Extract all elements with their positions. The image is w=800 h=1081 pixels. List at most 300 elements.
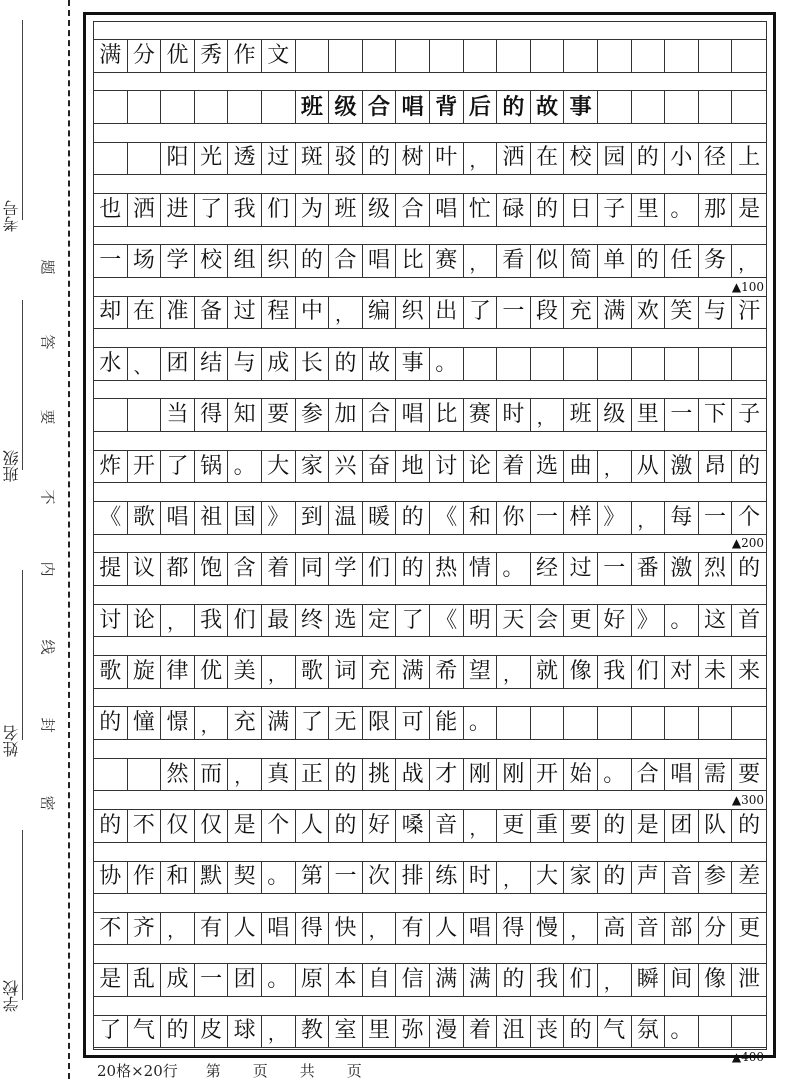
grid-cell: 组: [228, 245, 262, 277]
seal-warning-char: 线: [40, 637, 56, 656]
grid-cell: 学: [161, 245, 195, 277]
grid-row-cells: [94, 501, 766, 535]
grid-row-cells: [94, 90, 766, 124]
grid-cell: 》: [632, 605, 666, 637]
grid-cell: 着: [262, 553, 296, 585]
grid-cell: 国: [228, 502, 262, 534]
grid-cell: 有: [396, 913, 430, 945]
grid-cell: 班: [296, 91, 330, 123]
grid-cell: [732, 91, 766, 123]
grid-cell: 高: [598, 913, 632, 945]
grid-cell: 像: [564, 656, 598, 688]
grid-cell: 暖: [363, 502, 397, 534]
grid-cell: 那: [699, 194, 733, 226]
grid-cell: 论: [128, 605, 162, 637]
grid-cell: 开: [128, 451, 162, 483]
grid-cell: 乱: [128, 964, 162, 996]
grid-cell: 更: [738, 915, 761, 941]
grid-cell: ，: [195, 707, 229, 739]
grid-cell: 的: [598, 862, 632, 894]
grid-row: [94, 689, 766, 740]
grid-cell: 得: [195, 399, 229, 431]
grid-cell: 无: [329, 707, 363, 739]
grid-cell: 似: [531, 245, 565, 277]
grid-cell: 家: [564, 862, 598, 894]
grid-row: [94, 535, 766, 586]
grid-cell: 的: [396, 502, 430, 534]
grid-cell: 一: [531, 502, 565, 534]
grid-cell: 能: [430, 707, 464, 739]
grid-cell: 你: [497, 502, 531, 534]
grid-cell: 唱: [161, 502, 195, 534]
grid-cell: 了: [161, 451, 195, 483]
grid-cell: 当: [161, 399, 195, 431]
grid-cell: [497, 40, 531, 72]
field-underline[interactable]: [22, 570, 23, 740]
grid-cell: 团: [665, 810, 699, 842]
grid-cell: 长: [296, 348, 330, 380]
grid-cell: 。: [262, 964, 296, 996]
grid-cell: [497, 707, 531, 739]
grid-cell: 更: [564, 605, 598, 637]
grid-cell: 驳: [329, 143, 363, 175]
grid-row: [94, 895, 766, 946]
grid-cell: 唱: [396, 399, 430, 431]
word-count-marker: ▲200: [731, 536, 764, 551]
grid-cell: 时: [464, 862, 498, 894]
grid-cell: 准: [161, 297, 195, 329]
grid-cell: [262, 91, 296, 123]
grid-cell: 分: [699, 913, 733, 945]
grid-cell: [531, 40, 565, 72]
seal-warning-char: 答: [40, 332, 56, 351]
grid-cell: [195, 91, 229, 123]
grid-cell: 赛: [464, 399, 498, 431]
grid-cell: 欢: [632, 297, 666, 329]
grid-cell: 像: [699, 964, 733, 996]
grid-cell: ，: [598, 964, 632, 996]
grid-row-cells: [94, 1015, 766, 1049]
grid-cell: [329, 40, 363, 72]
grid-cell: 来: [738, 658, 761, 684]
grid-cell: 昂: [699, 451, 733, 483]
grid-cell: ，: [564, 913, 598, 945]
grid-cell: 希: [430, 656, 464, 688]
grid-cell: 是: [738, 196, 761, 222]
grid-cell: 秀: [195, 40, 229, 72]
field-label: 姓名: [2, 725, 21, 757]
field-underline[interactable]: [22, 20, 23, 220]
grid-cell: ，: [464, 143, 498, 175]
grid-cell: 的: [497, 91, 531, 123]
grid-cell: 歌: [94, 656, 128, 688]
grid-cell: [94, 399, 128, 431]
grid-cell: 。: [598, 759, 632, 791]
grid-row-cells: [94, 963, 766, 997]
grid-cell: 讨: [94, 605, 128, 637]
grid-cell: 一: [598, 553, 632, 585]
grid-cell: 慢: [531, 913, 565, 945]
grid-cell: ，: [161, 605, 195, 637]
grid-cell: ，: [262, 1016, 296, 1048]
grid-cell: 子: [598, 194, 632, 226]
grid-cell: 》: [598, 502, 632, 534]
grid-cell: 班: [329, 194, 363, 226]
grid-cell: 充: [564, 297, 598, 329]
seal-warning-char: 封: [40, 715, 56, 734]
grid-cell: 织: [396, 297, 430, 329]
grid-cell: 在: [128, 297, 162, 329]
grid-cell: 备: [195, 297, 229, 329]
grid-cell: 得: [296, 913, 330, 945]
grid-cell: [94, 759, 128, 791]
grid-cell: 提: [94, 553, 128, 585]
grid-cell: 织: [262, 245, 296, 277]
grid-cell: 真: [262, 759, 296, 791]
grid-cell: 下: [699, 399, 733, 431]
grid-cell: 都: [161, 553, 195, 585]
grid-cell: 。: [430, 348, 464, 380]
grid-cell: 、: [128, 348, 162, 380]
grid-cell: 个: [738, 504, 761, 530]
grid-cell: 锅: [195, 451, 229, 483]
grid-cell: 不: [94, 913, 128, 945]
grid-cell: 沮: [497, 1016, 531, 1048]
grid-cell: 温: [329, 502, 363, 534]
grid-cell: 这: [699, 605, 733, 637]
grid-cell: 级: [329, 91, 363, 123]
grid-cell: 经: [531, 553, 565, 585]
grid-cell: 曲: [564, 451, 598, 483]
grid-cell: [699, 707, 733, 739]
grid-row-cells: [94, 193, 766, 227]
grid-cell: [363, 40, 397, 72]
grid-cell: 段: [531, 297, 565, 329]
grid-row: [94, 844, 766, 895]
grid-cell: 要: [262, 399, 296, 431]
grid-cell: [128, 759, 162, 791]
grid-cell: 成: [161, 964, 195, 996]
grid-cell: 优: [161, 40, 195, 72]
grid-cell: 憧: [128, 707, 162, 739]
grid-cell: 我: [195, 605, 229, 637]
grid-cell: 原: [296, 964, 330, 996]
grid-cell: 赛: [430, 245, 464, 277]
grid-cell: 是: [94, 964, 128, 996]
grid-cell: 树: [396, 143, 430, 175]
grid-cell: 好: [363, 810, 397, 842]
grid-cell: 的: [396, 553, 430, 585]
grid-cell: ，: [598, 451, 632, 483]
grid-cell: 热: [430, 553, 464, 585]
grid-cell: [296, 40, 330, 72]
grid-cell: ，: [738, 253, 757, 275]
grid-cell: 程: [262, 297, 296, 329]
grid-cell: [161, 91, 195, 123]
grid-cell: 的: [738, 812, 761, 838]
grid-cell: 合: [396, 194, 430, 226]
grid-row: [94, 741, 766, 792]
grid-cell: [564, 707, 598, 739]
grid-cell: 要: [738, 761, 761, 787]
grid-cell: 我: [598, 656, 632, 688]
grid-cell: 加: [329, 399, 363, 431]
grid-cell: 人: [430, 913, 464, 945]
grid-cell: ，: [262, 656, 296, 688]
grid-cell: 。: [665, 1016, 699, 1048]
grid-cell: 泄: [738, 966, 761, 992]
grid-cell: 的: [738, 453, 761, 479]
grid-cell: 定: [363, 605, 397, 637]
grid-cell: 了: [94, 1016, 128, 1048]
grid-cell: 个: [262, 810, 296, 842]
grid-cell: [598, 91, 632, 123]
grid-cell: 正: [296, 759, 330, 791]
grid-cell: [732, 40, 766, 72]
grid-row: [94, 176, 766, 227]
grid-cell: 队: [699, 810, 733, 842]
grid-cell: [632, 707, 666, 739]
grid-cell: 文: [262, 40, 296, 72]
total-unit: 页: [346, 1062, 362, 1080]
field-underline[interactable]: [22, 300, 23, 470]
grid-cell: 透: [228, 143, 262, 175]
grid-cell: 满: [262, 707, 296, 739]
grid-cell: 每: [665, 502, 699, 534]
grid-cell: 看: [497, 245, 531, 277]
grid-cell: 。: [228, 451, 262, 483]
grid-cell: [632, 40, 666, 72]
grid-cell: 唱: [396, 91, 430, 123]
grid-cell: 们: [632, 656, 666, 688]
grid-cell: 径: [699, 143, 733, 175]
grid-cell: 与: [699, 297, 733, 329]
grid-cell: 部: [665, 913, 699, 945]
grid-cell: 瞬: [632, 964, 666, 996]
grid-cell: ，: [161, 913, 195, 945]
grid-cell: 着: [464, 1016, 498, 1048]
grid-cell: 激: [665, 451, 699, 483]
grid-cell: 仅: [161, 810, 195, 842]
grid-cell: 事: [564, 91, 598, 123]
grid-cell: 协: [94, 862, 128, 894]
grid-cell: 们: [262, 194, 296, 226]
grid-cell: 任: [665, 245, 699, 277]
grid-cell: 仅: [195, 810, 229, 842]
grid-cell: [430, 40, 464, 72]
grid-cell: 的: [531, 194, 565, 226]
grid-cell: 快: [329, 913, 363, 945]
grid-row: [94, 638, 766, 689]
grid-cell: 里: [632, 194, 666, 226]
grid-cell: 中: [296, 297, 330, 329]
grid-cell: 。: [665, 194, 699, 226]
seal-dashed-line: [68, 0, 70, 1079]
grid-cell: 日: [564, 194, 598, 226]
grid-cell: 。: [665, 605, 699, 637]
grid-cell: [732, 707, 766, 739]
grid-cell: 的: [296, 245, 330, 277]
page-unit: 页: [252, 1062, 268, 1080]
grid-cell: 齐: [128, 913, 162, 945]
grid-cell: 校: [564, 143, 598, 175]
grid-cell: 间: [665, 964, 699, 996]
grid-row-cells: [94, 604, 766, 638]
grid-cell: 的: [329, 348, 363, 380]
grid-cell: 默: [195, 862, 229, 894]
grid-cell: 了: [396, 605, 430, 637]
grid-cell: [665, 348, 699, 380]
grid-cell: 的: [329, 759, 363, 791]
grid-cell: 未: [699, 656, 733, 688]
grid-cell: 漫: [430, 1016, 464, 1048]
grid-cell: 会: [531, 605, 565, 637]
grid-cell: 氛: [632, 1016, 666, 1048]
grid-cell: 们: [228, 605, 262, 637]
word-count-marker: ▲300: [731, 793, 764, 808]
composition-grid: [93, 21, 767, 1064]
grid-cell: 教: [296, 1016, 330, 1048]
grid-cell: 球: [228, 1016, 262, 1048]
grid-spec: 20格×20行: [97, 1062, 178, 1080]
grid-cell: 炸: [94, 451, 128, 483]
grid-cell: 室: [329, 1016, 363, 1048]
grid-cell: 参: [699, 862, 733, 894]
grid-cell: 后: [464, 91, 498, 123]
grid-cell: 情: [464, 553, 498, 585]
grid-cell: 是: [632, 810, 666, 842]
grid-cell: 背: [430, 91, 464, 123]
grid-cell: [531, 707, 565, 739]
grid-cell: 的: [632, 143, 666, 175]
grid-row: [94, 381, 766, 432]
grid-cell: 和: [161, 862, 195, 894]
grid-cell: ，: [531, 399, 565, 431]
grid-cell: 激: [665, 553, 699, 585]
grid-cell: 一: [94, 245, 128, 277]
grid-cell: 笑: [665, 297, 699, 329]
field-underline[interactable]: [22, 830, 23, 1000]
grid-cell: 刚: [497, 759, 531, 791]
grid-row-cells: [94, 347, 766, 381]
grid-cell: 编: [363, 297, 397, 329]
grid-cell: 的: [564, 1016, 598, 1048]
grid-cell: 的: [497, 964, 531, 996]
grid-cell: 唱: [262, 913, 296, 945]
grid-cell: [632, 91, 666, 123]
grid-cell: [464, 40, 498, 72]
seal-warning-char: 内: [40, 559, 56, 578]
field-label: 学校: [2, 980, 21, 1012]
grid-row: [94, 998, 766, 1049]
field-label: 班级: [2, 450, 21, 482]
grid-cell: 的: [738, 556, 761, 582]
grid-cell: 刚: [464, 759, 498, 791]
grid-cell: 烈: [699, 553, 733, 585]
grid-cell: 战: [396, 759, 430, 791]
grid-cell: 》: [262, 502, 296, 534]
grid-cell: 需: [699, 759, 733, 791]
grid-row-cells: [94, 552, 766, 586]
grid-row-cells: [94, 655, 766, 689]
grid-cell: 番: [632, 553, 666, 585]
grid-cell: 满: [94, 40, 128, 72]
grid-cell: 充: [228, 707, 262, 739]
grid-cell: 兴: [329, 451, 363, 483]
grid-cell: 洒: [497, 143, 531, 175]
grid-cell: 第: [296, 862, 330, 894]
grid-cell: 奋: [363, 451, 397, 483]
grid-cell: ，: [329, 297, 363, 329]
grid-cell: [699, 91, 733, 123]
grid-row: [94, 22, 766, 73]
seal-warning-char: 题: [40, 257, 56, 276]
grid-cell: 得: [497, 913, 531, 945]
grid-cell: 忙: [464, 194, 498, 226]
grid-cell: ，: [497, 656, 531, 688]
grid-cell: 始: [564, 759, 598, 791]
grid-cell: 对: [665, 656, 699, 688]
grid-cell: 班: [564, 399, 598, 431]
grid-cell: 故: [531, 91, 565, 123]
grid-cell: 好: [598, 605, 632, 637]
grid-cell: 气: [598, 1016, 632, 1048]
grid-cell: 子: [738, 402, 761, 428]
grid-cell: 歌: [296, 656, 330, 688]
grid-cell: 合: [363, 399, 397, 431]
grid-cell: 含: [228, 553, 262, 585]
grid-cell: 人: [296, 810, 330, 842]
grid-cell: 园: [598, 143, 632, 175]
grid-cell: 词: [329, 656, 363, 688]
grid-cell: 《: [94, 502, 128, 534]
grid-cell: 在: [531, 143, 565, 175]
grid-cell: 与: [228, 348, 262, 380]
grid-cell: 小: [665, 143, 699, 175]
grid-cell: 音: [632, 913, 666, 945]
grid-cell: 光: [195, 143, 229, 175]
grid-cell: [497, 348, 531, 380]
grid-cell: [94, 91, 128, 123]
grid-cell: 有: [195, 913, 229, 945]
grid-cell: 知: [228, 399, 262, 431]
grid-row: [94, 792, 766, 843]
grid-cell: 汗: [738, 299, 761, 325]
grid-cell: 美: [228, 656, 262, 688]
grid-cell: 碌: [497, 194, 531, 226]
grid-cell: 唱: [665, 759, 699, 791]
grid-cell: 事: [396, 348, 430, 380]
grid-cell: 一: [665, 399, 699, 431]
grid-row-cells: [94, 142, 766, 176]
word-count-marker: ▲100: [731, 279, 764, 294]
grid-cell: 首: [738, 607, 761, 633]
grid-cell: 叶: [430, 143, 464, 175]
grid-cell: 是: [228, 810, 262, 842]
grid-cell: 更: [497, 810, 531, 842]
grid-cell: 故: [363, 348, 397, 380]
grid-cell: [128, 143, 162, 175]
grid-cell: 单: [598, 245, 632, 277]
grid-cell: 过: [262, 143, 296, 175]
seal-warning-char: 不: [40, 487, 56, 506]
grid-row-cells: [94, 809, 766, 843]
grid-cell: [732, 1016, 766, 1048]
grid-cell: 望: [464, 656, 498, 688]
grid-row-cells: [94, 450, 766, 484]
grid-cell: 的: [632, 245, 666, 277]
grid-row: [94, 227, 766, 278]
